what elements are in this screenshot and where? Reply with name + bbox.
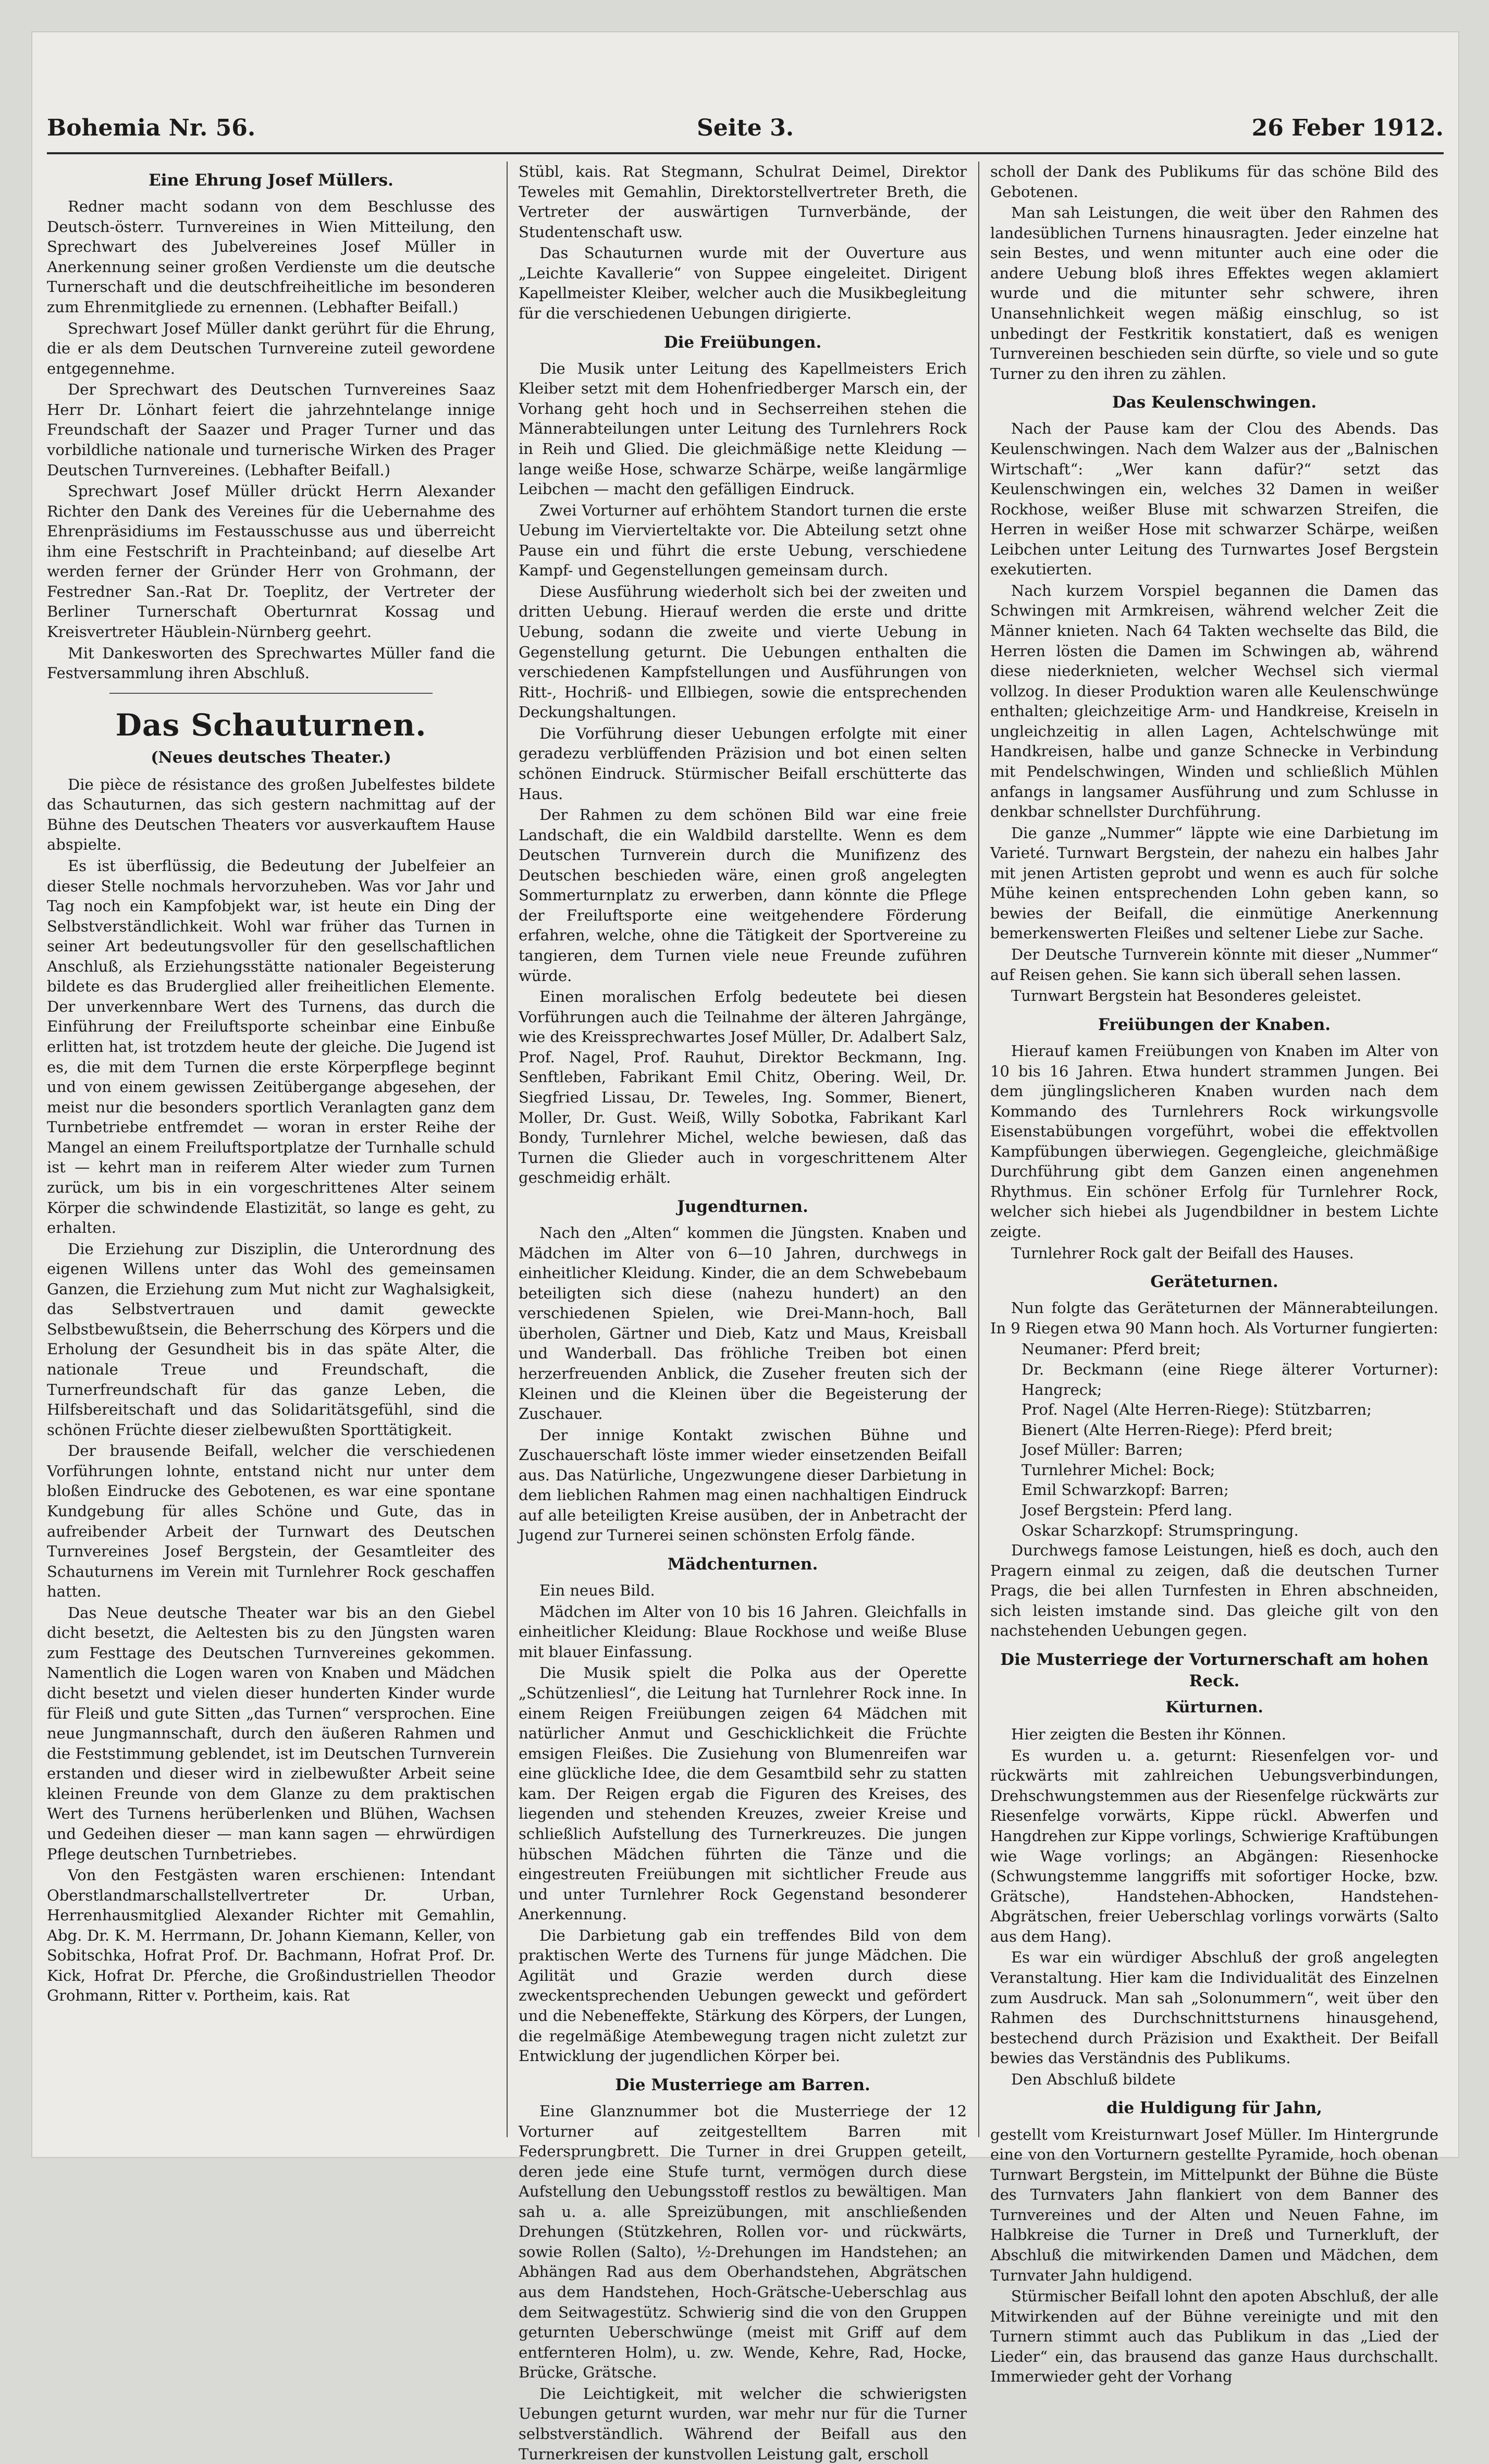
section-heading: Die Musterriege am Barren. bbox=[615, 2075, 870, 2094]
column-3 bbox=[990, 162, 1438, 2386]
paragraph: Redner macht sodann von dem Beschlusse des Deutsch-österr. Turnvereines in Wien Mitteilung, den Sprechwart des Jubelvereines Josef Müller in Anerkennung seiner großen Verdienste um die deutsche Turnerschaft und die deutschfreiheitliche im besonderen zum Ehrenmitgliede zu ernennen. (Lebhafter Beifall.) bbox=[47, 198, 495, 316]
vorturner-list bbox=[1022, 1339, 1438, 1540]
paragraph: Mädchen im Alter von 10 bis 16 Jahren. Gleichfalls in einheitlicher Kleidung: Blaue Rockhose und weiße Bluse mit blauer Einfassung. bbox=[519, 1602, 967, 1661]
section-heading: Jugendturnen. bbox=[677, 1197, 808, 1216]
section-heading: Freiübungen der Knaben. bbox=[1098, 1015, 1331, 1034]
paragraph: Hier zeigten die Besten ihr Können. bbox=[1011, 1725, 1286, 1744]
paragraph: Der Deutsche Turnverein könnte mit dieser „Nummer“ auf Reisen gehen. Sie kann sich überall sehen lassen. bbox=[990, 946, 1438, 984]
list-item: Bienert (Alte Herren-Riege): Pferd breit; bbox=[1022, 1420, 1333, 1439]
header-rule bbox=[47, 152, 1444, 154]
paragraph: Die pièce de résistance des großen Jubelfestes bildete das Schauturnen, das sich gestern nachmittag auf der Bühne des Deutschen Theaters vor ausverkauftem Hause abspielte. bbox=[47, 775, 495, 854]
list-item: Josef Müller: Barren; bbox=[1022, 1441, 1183, 1459]
list-item: Josef Bergstein: Pferd lang. bbox=[1022, 1501, 1233, 1519]
section-heading: Eine Ehrung Josef Müllers. bbox=[149, 171, 393, 190]
page-header bbox=[47, 109, 1444, 146]
paragraph: scholl der Dank des Publikums für das schöne Bild des Gebotenen. bbox=[990, 163, 1438, 201]
paragraph: Nun folgte das Geräteturnen der Männerabteilungen. In 9 Riegen etwa 90 Mann hoch. Als Vorturner fungierten: bbox=[990, 1299, 1438, 1337]
column-1 bbox=[47, 162, 495, 2142]
section-heading: Die Freiübungen. bbox=[663, 333, 822, 352]
paragraph: Die Darbietung gab ein treffendes Bild von dem praktischen Werte des Turnens für junge Mädchen. Die Agilität und Grazie werden durch diese zweckentsprechenden Uebungen geweckt und gefördert und die Nebeneffekte, Stärkung des Körpers, der Lungen, die regelmäßige Atembewegung tragen nicht zuletzt zur Entwicklung der jugendlichen Körper bei. bbox=[519, 1926, 967, 2065]
paragraph: Diese Ausführung wiederholt sich bei der zweiten und dritten Uebung. Hierauf werden die erste und dritte Uebung, sodann die zweite und vierte Uebung in Gegenstellung geturnt. Die Uebungen enthalten die verschiedenen Kampfstellungen und Ausführungen von Ritt-, Hochriß- und Ellbiegen, sowie die entsprechenden Deckungshaltungen. bbox=[519, 582, 967, 721]
paragraph: Das Schauturnen wurde mit der Ouverture aus „Leichte Kavallerie“ von Suppee eingeleitet. Dirigent Kapellmeister Kleiber, welcher auch die Musikbegleitung für die verschiedenen Uebungen dirigierte. bbox=[519, 244, 967, 322]
list-item: Dr. Beckmann (eine Riege älterer Vorturner): Hangreck; bbox=[1022, 1360, 1438, 1399]
paragraph: Sprechwart Josef Müller drückt Herrn Alexander Richter den Dank des Vereines für die Uebernahme des Ehrenpräsidiums im Festausschusse aus und überreicht ihm eine Festschrift in Prachteinband; auf dieselbe Art werden ferner der Gründer Herr von Grohmann, der Festredner San.-Rat Dr. Toeplitz, der Vertreter der Berliner Turnerschaft Oberturnrat Kossag und Kreisvertreter Häublein-Nürnberg geehrt. bbox=[47, 482, 495, 641]
paragraph: Es ist überflüssig, die Bedeutung der Jubelfeier an dieser Stelle nochmals hervorzuheben. Was vor Jahr und Tag noch ein Kampfobjekt war, ist heute ein Ding der Selbstverständlichkeit. Wohl war früher das Turnen in seiner Art bedeutungsvoller für den gesellschaftlichen Anschluß, als Erziehungsstätte nationaler Begeisterung bildete es das Bruderglied aller freiheitlichen Elemente. Der unverkennbare Wert des Turnens, das durch die Einführung der Freiluftsporte scheinbar eine Einbuße erlitten hat, ist trotzdem heute der gleiche. Die Jugend ist es, die mit dem Turnen die erste Körperpflege beginnt und von einem gewissen Zeitübergange abgesehen, der meist nur die besonders sportlich Veranlagten ganz dem Turnbetriebe entfremdet — woran in erster Reihe der Mangel an einem Freiluftsportplatze der Turnhalle schuld ist — kehrt man in reiferem Alter wieder zum Turnen zurück, um bis in ein vorgeschrittenes Alter seinem Körper die schwindende Elastizität, so lange es geht, zu erhalten. bbox=[47, 856, 495, 1237]
list-item: Emil Schwarzkopf: Barren; bbox=[1022, 1481, 1229, 1499]
paragraph: Es wurden u. a. geturnt: Riesenfelgen vor- und rückwärts mit zahlreichen Uebungsverbindungen, Drehschwungstemmen aus der Riesenfelge rückwärts zur Riesenfelge vorwärts, Kippe rückl. Abwerfen und Hangdrehen zur Kippe vorlings, Schwierige Kraftübungen wie Wage vorlings; an Abgängen: Riesenhocke (Schwungstemme langgriffs mit sofortiger Hocke, bzw. Grätsche), Handstehen-Abhocken, Handstehen-Abgrätschen, freier Ueberschlag vorlings vorwärts (Salto aus dem Hang). bbox=[990, 1746, 1438, 1945]
paragraph: Die ganze „Nummer“ läppte wie eine Darbietung im Varieté. Turnwart Bergstein, der nahezu ein halbes Jahr mit jenen Artisten geprobt und wenn es auch für solche Mühe keinen entsprechenden Lohn geben kann, so bewies der Beifall, die einmütige Anerkennung bemerkenswerten Fleißes und seltener Liebe zur Sache. bbox=[990, 824, 1438, 942]
paragraph: Stürmischer Beifall lohnt den apoten Abschluß, der alle Mitwirkenden auf der Bühne vereinigte und mit den Turnern stimmt auch das Publikum in das „Lied der Lieder“ ein, das brausend das ganze Haus durchschallt. Immerwieder geht der Vorhang bbox=[990, 2287, 1438, 2386]
paragraph: Turnlehrer Rock galt der Beifall des Hauses. bbox=[1011, 1244, 1354, 1262]
column-2 bbox=[519, 162, 967, 2463]
paragraph: Stübl, kais. Rat Stegmann, Schulrat Deimel, Direktor Teweles mit Gemahlin, Direktorstellvertreter Breth, die Vertreter der auswärtigen Turnverbände, der Studentenschaft usw. bbox=[519, 163, 967, 241]
paragraph: Der innige Kontakt zwischen Bühne und Zuschauerschaft löste immer wieder einsetzenden Beifall aus. Das Natürliche, Ungezwungene dieser Darbietung in dem lieblichen Rahmen mag einen nachhaltigen Eindruck auf alle beteiligten Kreise ausüben, der in Anbetracht der Jugend zur Turnerei seinen schönsten Erfolg fände. bbox=[519, 1426, 967, 1544]
newspaper-page bbox=[31, 31, 1459, 2463]
paragraph: Der Sprechwart des Deutschen Turnvereines Saaz Herr Dr. Lönhart feiert die jahrzehntelange innige Freundschaft der Saazer und Prager Turner und das vorbildliche nationale und turnerische Wirken des Prager Deutschen Turnvereines. (Lebhafter Beifall.) bbox=[47, 381, 495, 479]
section-heading: Geräteturnen. bbox=[1150, 1272, 1278, 1292]
paragraph: Nach der Pause kam der Clou des Abends. Das Keulenschwingen. Nach dem Walzer aus der „Balnischen Wirtschaft“: „Wer kann dafür?“ setzt das Keulenschwingen ein, welches 32 Damen in weißer Rockhose, weißer Bluse mit schwarzen Streifen, die Herren in weißer Hose mit schwarzer Schärpe, weißen Leibchen unter Leitung des Turnwartes Josef Bergstein exekutierten. bbox=[990, 420, 1438, 579]
paragraph: Die Musik spielt die Polka aus der Operette „Schützenliesl“, die Leitung hat Turnlehrer Rock inne. In einem Reigen Freiübungen zeigen 64 Mädchen mit natürlicher Anmut und Geschicklichkeit die Früchte emsigen Fleißes. Die Zusiehung von Blumenreifen war eine glückliche Idee, die dem Gesamtbild sehr zu statten kam. Der Reigen ergab die Figuren des Kreises, des liegenden und stehenden Kreuzes, zweier Kreise und schließlich Aufstellung des Turnerkreuzes. Die jungen hübschen Mädchen führten die Tänze und die eingestreuten Freiübungen mit sichtlicher Freude aus und unter Turnlehrer Rock Gegenstand besonderer Anerkennung. bbox=[519, 1664, 967, 1923]
paragraph: Den Abschluß bildete bbox=[1011, 2070, 1176, 2088]
paragraph: Die Leichtigkeit, mit welcher die schwierigsten Uebungen geturnt wurden, war mehr nur für die Turner selbstverständlich. Während der Beifall aus den Turnerkreisen der kunstvollen Leistung galt, erscholl bbox=[519, 2384, 967, 2463]
section-rule bbox=[109, 693, 433, 694]
paragraph: Man sah Leistungen, die weit über den Rahmen des landesüblichen Turnens hinausragten. Jeder einzelne hat sein Bestes, und wenn mitunter auch eine oder die andere Uebung bloß ihres Effektes wegen aklamiert wurde und die mitunter sehr schwere, ihren Unansehnlichkeit wegen mäßig einschlug, so ist unbedingt der Festkritik konstatiert, daß es wenigen Turnvereinen beschieden sein dürfte, so viele und so gute Turner zu den ihren zu zählen. bbox=[990, 204, 1438, 383]
paragraph: Die Erziehung zur Disziplin, die Unterordnung des eigenen Willens unter das Wohl des gemeinsamen Ganzen, die Erziehung zum Mut nicht zur Waghalsigkeit, das Selbstvertrauen und damit geweckte Selbstbewußtsein, die Beherrschung des Körpers und die Erholung der Gesundheit bis in das späte Alter, die nationale Treue und Freundschaft, die Turnerfreundschaft für das ganze Leben, die Hilfsbereitschaft und das Solidaritätsgefühl, sind die schönen Früchte dieser zielbewußten Sporttätigkeit. bbox=[47, 1240, 495, 1439]
paragraph: Von den Festgästen waren erschienen: Intendant Oberstlandmarschallstellvertreter Dr. Urban, Herrenhausmitglied Alexander Richter mit Gemahlin, Abg. Dr. K. M. Herrmann, Dr. Johann Kiemann, Keller, von Sobitschka, Hofrat Prof. Dr. Bachmann, Hofrat Prof. Dr. Kick, Hofrat Dr. Pferche, die Großindustriellen Theodor Grohmann, Ritter v. Portheim, kais. Rat bbox=[47, 1866, 495, 2005]
paragraph: Es war ein würdiger Abschluß der groß angelegten Veranstaltung. Hier kam die Individualität des Einzelnen zum Ausdruck. Man sah „Solonummern“, weit über den Rahmen des Durchschnittsturnens hinausgehend, bestechend durch Präzision und Exaktheit. Der Beifall bewies das Verständnis des Publikums. bbox=[990, 1948, 1438, 2067]
paragraph: Einen moralischen Erfolg bedeutete bei diesen Vorführungen auch die Teilnahme der älteren Jahrgänge, wie des Kreissprechwartes Josef Müller, Dr. Adalbert Salz, Prof. Nagel, Prof. Rauhut, Direktor Beckmann, Ing. Senftleben, Fabrikant Emil Chitz, Obering. Weil, Dr. Siegfried Lissau, Dr. Teweles, Ing. Sommer, Bienert, Moller, Dr. Gust. Weiß, Willy Sobotka, Fabrikant Karl Bondy, Turnlehrer Michel, welche bewiesen, daß das Turnen die Glieder auch in vorgeschrittenem Alter geschmeidig erhält. bbox=[519, 988, 967, 1187]
paragraph: Die Vorführung dieser Uebungen erfolgte mit einer geradezu verblüffenden Präzision und bot einen selten schönen Eindruck. Stürmischer Beifall erschütterte das Haus. bbox=[519, 724, 967, 803]
section-heading: Die Musterriege der Vorturnerschaft am hohen Reck. bbox=[1000, 1650, 1429, 1691]
article-title: Das Schauturnen. bbox=[115, 707, 427, 743]
section-heading: Mädchenturnen. bbox=[667, 1555, 818, 1574]
masthead-issue: Bohemia Nr. 56. bbox=[47, 114, 256, 141]
paragraph: Der brausende Beifall, welcher die verschiedenen Vorführungen lohnte, entstand nicht nur unter dem bloßen Eindrucke des Gebotenen, es war eine spontane Kundgebung für alles Schöne und Gute, das in aufreibender Arbeit der Turnwart des Deutschen Turnvereines Josef Bergstein, der Gesamtleiter des Schauturnens im Verein mit Turnlehrer Rock geschaffen hatten. bbox=[47, 1442, 495, 1601]
list-item: Neumaner: Pferd breit; bbox=[1022, 1340, 1201, 1358]
paragraph: Hierauf kamen Freiübungen von Knaben im Alter von 10 bis 16 Jahren. Etwa hundert strammen Jungen. Bei dem jünglingslicheren Knaben wurden nach dem Kommando des Turnlehrers Rock wirkungsvolle Eisenstabübungen vorgeführt, wobei die effektvollen Kampfübungen überwiegen. Gegengleiche, gleichmäßige Durchführung gibt dem Ganzen einen angenehmen Rhythmus. Ein schöner Erfolg für Turnlehrer Rock, welcher sich hiebei als Jugendbildner in bestem Lichte zeigte. bbox=[990, 1041, 1438, 1241]
paragraph: Eine Glanznummer bot die Musterriege der 12 Vorturner auf zeitgestelltem Barren mit Federsprungbrett. Die Turner in drei Gruppen geteilt, deren jede eine Stufe turnt, vermögen durch diese Aufstellung den Uebungsstoff restlos zu bewältigen. Man sah u. a. alle Spreizübungen, mit anschließenden Drehungen (Stützkehren, Rollen vor- und rückwärts, sowie Rollen (Salto), ½-Drehungen im Handstehen; an Abhängen Rad aus dem Oberhandstehen, Abgrätschen aus dem Handstehen, Hoch-Grätsche-Ueberschlag aus dem Seitwagestütz. Schwierig sind die von den Gruppen geturnten Ueberschwünge (meist mit Griff auf dem entfernteren Holm), u. zw. Wende, Kehre, Rad, Hocke, Brücke, Grätsche. bbox=[519, 2102, 967, 2382]
paragraph: Die Musik unter Leitung des Kapellmeisters Erich Kleiber setzt mit dem Hohenfriedberger Marsch ein, der Vorhang geht hoch und in Sechserreihen stehen die Männerabteilungen unter Leitung des Turnlehrers Rock in Reih und Glied. Die gleichmäßige nette Kleidung — lange weiße Hose, schwarze Schärpe, weiße langärmlige Leibchen — macht den gefälligen Eindruck. bbox=[519, 359, 967, 498]
paragraph: Ein neues Bild. bbox=[539, 1582, 655, 1600]
paragraph: Nach den „Alten“ kommen die Jüngsten. Knaben und Mädchen im Alter von 6—10 Jahren, durchwegs in einheitlicher Kleidung. Kinder, die an dem Schwebebaum beteiligten sich diese (nahezu hundert) an den verschiedenen Spielen, wie Drei-Mann-hoch, Ball überholen, Gärtner und Dieb, Katz und Maus, Kreisball und Wanderball. Das fröhliche Treiben bot einen herzerfreuenden Anblick, die Zuseher freuten sich der Kleinen und die Kleinen über die Begeisterung der Zuschauer. bbox=[519, 1224, 967, 1423]
section-heading: die Huldigung für Jahn, bbox=[1106, 2099, 1322, 2118]
paragraph: Mit Dankesworten des Sprechwartes Müller fand die Festversammlung ihren Abschluß. bbox=[47, 644, 495, 682]
paragraph: Das Neue deutsche Theater war bis an den Giebel dicht besetzt, die Aeltesten bis zu den Jüngsten waren zum Festtage des Deutschen Turnvereines gekommen. Namentlich die Logen waren von Knaben und Mädchen dicht besetzt und vielen dieser hunderten Kinder wurde für Fleiß und gute Sitten „das Turnen“ versprochen. Eine neue Jungmannschaft, durch den äußeren Rahmen und die Feststimmung geblendet, ist im Deutschen Turnverein erstanden und dieser wird in zielbewußter Arbeit seine kleinen Freunde von dem Glanze zu dem praktischen Wert des Turnens herüberlenken und Blühen, Wachsen und Gedeihen dieser — man kann sagen — ehrwürdigen Pflege deutschen Turnbetriebes. bbox=[47, 1603, 495, 1863]
paragraph: Turnwart Bergstein hat Besonderes geleistet. bbox=[1011, 987, 1362, 1005]
section-heading: Das Keulenschwingen. bbox=[1112, 393, 1317, 412]
column-divider bbox=[507, 162, 508, 2137]
paragraph: gestellt vom Kreisturnwart Josef Müller. Im Hintergrunde eine von den Vorturnern gestellte Pyramide, hoch obenan Turnwart Bergstein, im Mittelpunkt der Bühne die Büste des Turnvaters Jahn flankiert von dem Banner des Turnvereines und der Alten und Neuen Fahne, im Halbkreise die Turner in Dreß und Turnerkluft, der Abschluß die mitwirkenden Damen und Mädchen, dem Turnvater Jahn huldigend. bbox=[990, 2125, 1438, 2284]
list-item: Prof. Nagel (Alte Herren-Riege): Stützbarren; bbox=[1022, 1401, 1372, 1419]
paragraph: Nach kurzem Vorspiel begannen die Damen das Schwingen mit Armkreisen, während welcher Zeit die Männer knieten. Nach 64 Takten wechselte das Bild, die Herren lösten die Damen im Schwingen ab, während diese niederknieten, welcher Wechsel sich viermal vollzog. In dieser Produktion waren alle Keulenschwünge enthalten; gleichzeitige Arm- und Handkreise, Kreiseln in ungleichzeitig in allen Lagen, Achtelschwünge mit Handkreisen, halbe und ganze Schnecke in Verbindung mit Pendelschwingen, Winden und schließlich Mühlen anfangs in langsamer Ausführung und zum Schlusse in denkbar schnellster Durchführung. bbox=[990, 581, 1438, 821]
section-subheading: Kürturnen. bbox=[1165, 1698, 1263, 1717]
column-divider bbox=[978, 162, 979, 2137]
paragraph: Durchwegs famose Leistungen, hieß es doch, auch den Pragern einmal zu zeigen, daß die deutschen Turner Prags, die bei allen Turnfesten in Ehren abschneiden, sich leisten imstande sind. Das gleiche gilt von den nachstehenden Uebungen gegen. bbox=[990, 1541, 1438, 1640]
list-item: Turnlehrer Michel: Bock; bbox=[1022, 1461, 1215, 1479]
issue-date: 26 Feber 1912. bbox=[1251, 114, 1444, 141]
paragraph: Sprechwart Josef Müller dankt gerührt für die Ehrung, die er als dem Deutschen Turnvereine zuteil gewordene entgegennehme. bbox=[47, 319, 495, 377]
article-subtitle: (Neues deutsches Theater.) bbox=[151, 748, 391, 767]
list-item: Oskar Scharzkopf: Strumspringung. bbox=[1022, 1521, 1299, 1539]
paragraph: Der Rahmen zu dem schönen Bild war eine freie Landschaft, die ein Waldbild darstellte. Wenn es dem Deutschen Turnverein durch die Munifizenz des Deutschen beschieden wäre, einen groß angelegten Sommerturnplatz zu erwerben, dann könnte die Pflege der Freiluftsporte eine weitgehendere Förderung erfahren, welche, ohne die Tätigkeit der Sportvereine zu tangieren, dem Turnen viele neue Freunde zuführen würde. bbox=[519, 806, 967, 985]
page-number: Seite 3. bbox=[696, 114, 794, 141]
paragraph: Zwei Vorturner auf erhöhtem Standort turnen die erste Uebung im Viervierteltakte vor. Die Abteilung setzt ohne Pause ein und führt die erste Uebung, verschiedene Kampf- und Gegenstellungen gemeinsam durch. bbox=[519, 501, 967, 580]
